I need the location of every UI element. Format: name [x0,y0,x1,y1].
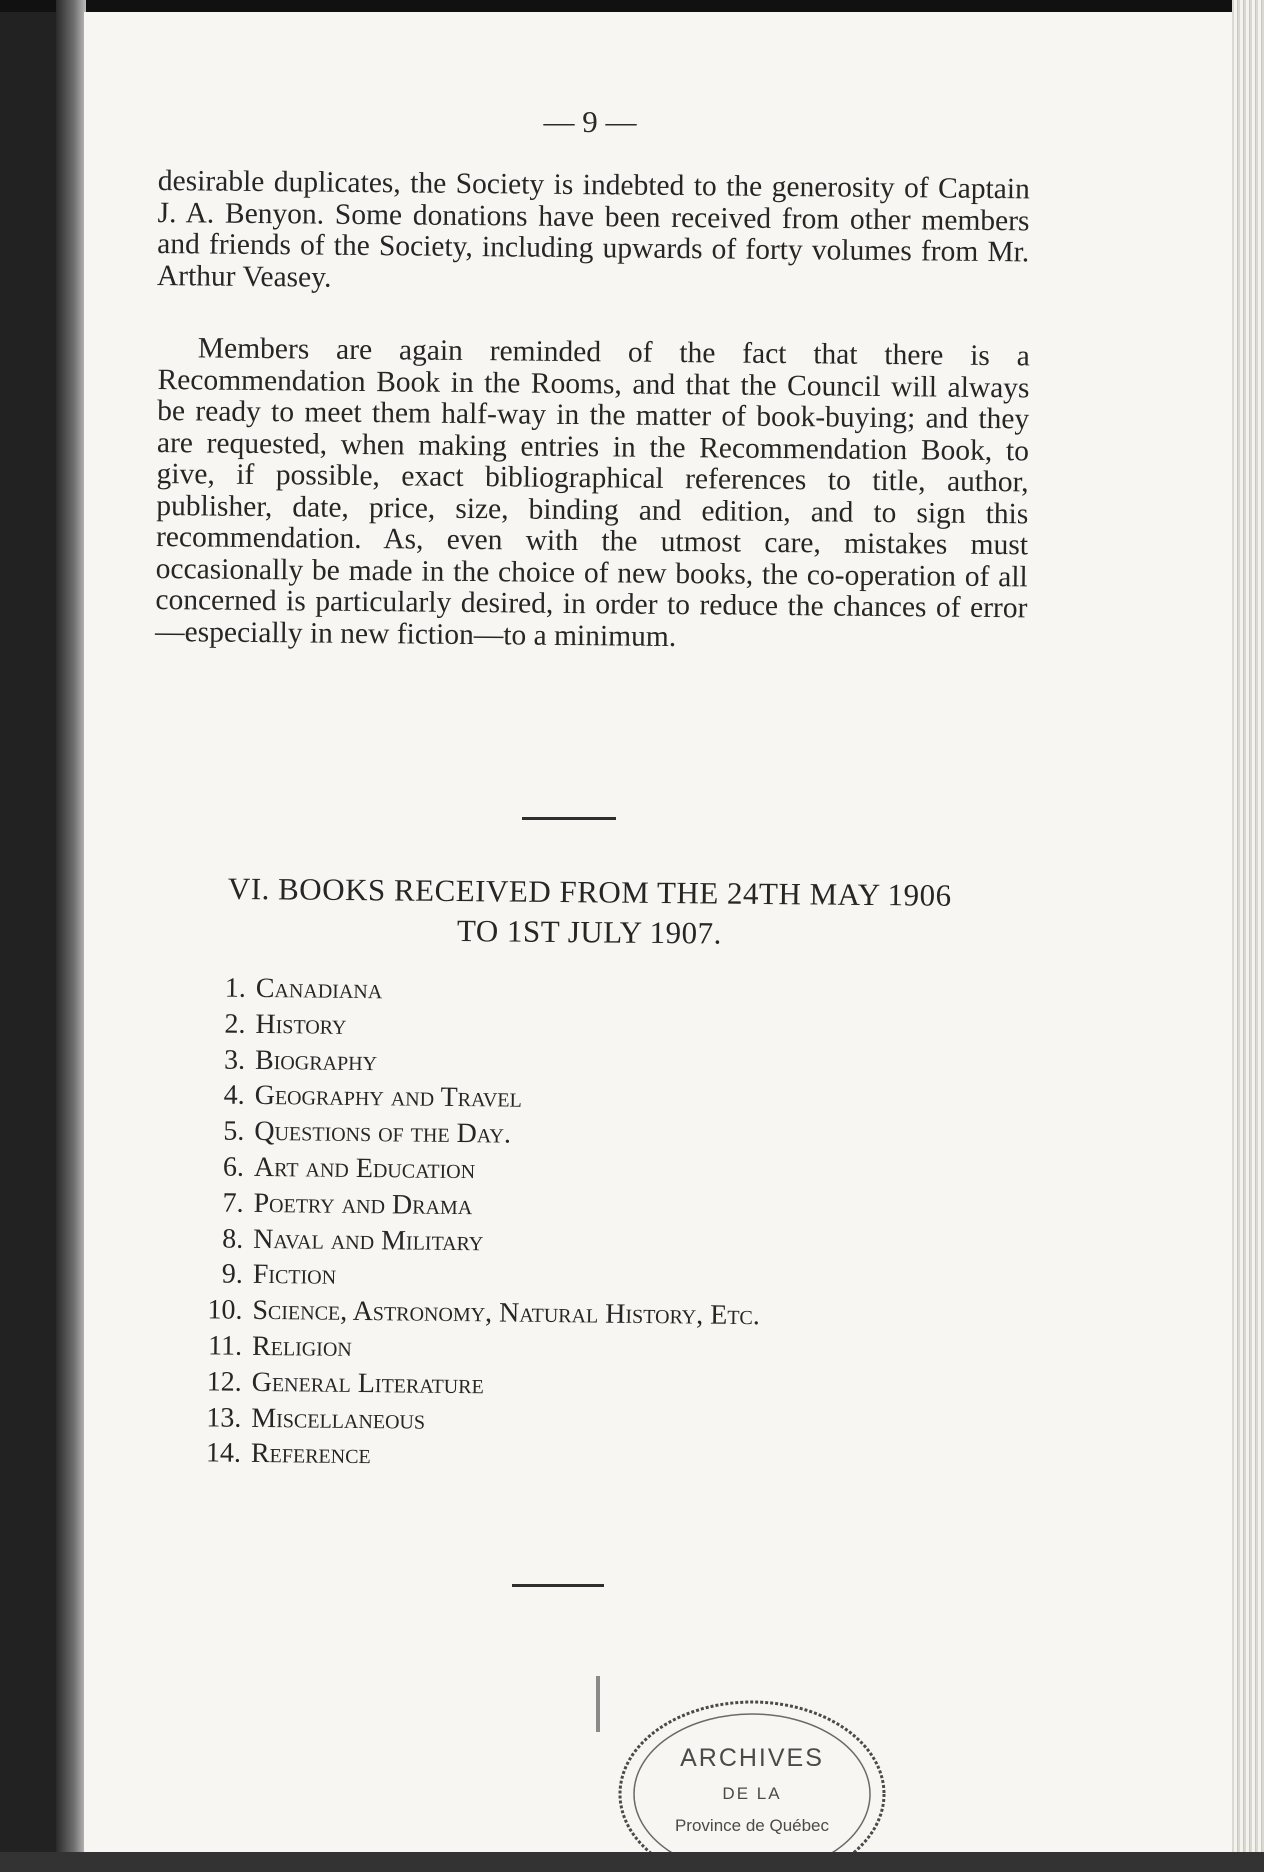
section-heading [139,868,1040,957]
list-item-label: Fiction [252,1259,337,1292]
list-item-label: Geography and Travel [254,1080,522,1115]
list-item-number: 8. [222,1223,244,1255]
archives-stamp [612,1694,892,1864]
list-item-number: 11. [207,1330,243,1362]
stamp-line-3: Province de Québec [674,1816,830,1835]
list-item-label: Biography [254,1044,378,1077]
list-item-label: Science, Astronomy, Natural History, Etc. [252,1295,761,1332]
stamp-line-1: ARCHIVES [680,1744,824,1772]
scan-bottom-border [0,1852,1264,1872]
list-item-number: 2. [224,1008,246,1040]
list-item-number: 7. [222,1187,244,1219]
list-item-number: 3. [223,1044,246,1076]
list-item-label: Reference [250,1438,371,1471]
section-divider-top [522,817,616,820]
list-item-number: 10. [207,1294,243,1326]
list-item-label: Poetry and Drama [253,1187,473,1221]
stamp-oval-icon [612,1694,892,1864]
list-item-label: History [255,1008,347,1041]
list-item-label: General Literature [251,1366,484,1401]
list-item-label: Questions of the Day. [254,1116,512,1150]
list-item-number: 1. [224,972,246,1004]
list-item-label: Art and Education [253,1151,476,1186]
list-item-number: 14. [205,1437,242,1470]
list-item-number: 12. [206,1366,242,1398]
page-stack-edge [1232,0,1264,1872]
list-item-label: Miscellaneous [251,1402,426,1436]
list-item-label: Canadiana [255,972,383,1006]
section-divider-bottom [512,1584,604,1587]
category-list [165,970,990,1480]
list-item-number: 5. [223,1115,245,1147]
scan-top-border [0,0,1264,12]
list-item-number: 9. [221,1258,243,1291]
body-paragraph-1: desirable duplicates, the Society is indebted to the generosity of Captain J. A. Benyon. Some donations have been received from other members and friends of the Society, including upwards of forty volumes from Mr. Arthur Veasey. [156,165,1030,294]
body-paragraph-2: Members are again reminded of the fact that there is a Recommendation Book in the Rooms, and that the Council will always be ready to meet them half-way in the matter of book-buying; and they are requested, when making entries in the Recommendation Book, to give, if possible, exact bibliographical references to title, author, publisher, date, price, size, binding and edition, and to sign this recommendation. As, even with the utmost care, mistakes must occasionally be made in the choice of new books, the co-operation of all concerned is particularly desired, in order to reduce the chances of error—especially in new fiction—to a minimum. [154,332,1030,653]
page-number: — 9 — [543,104,637,139]
ink-mark [596,1676,600,1732]
section-heading-line-2: TO 1ST JULY 1907. [456,913,723,951]
stamp-line-2: DE LA [722,1784,782,1803]
list-item-label: Religion [251,1330,352,1363]
list-item-label: Naval and Military [253,1223,484,1257]
section-heading-line-1: VI. BOOKS RECEIVED FROM THE 24TH MAY 1906 [227,870,952,913]
book-spine-shadow [56,0,86,1872]
list-item-number: 13. [206,1401,242,1434]
list-item-number: 6. [222,1151,245,1183]
list-item-number: 4. [223,1079,245,1112]
